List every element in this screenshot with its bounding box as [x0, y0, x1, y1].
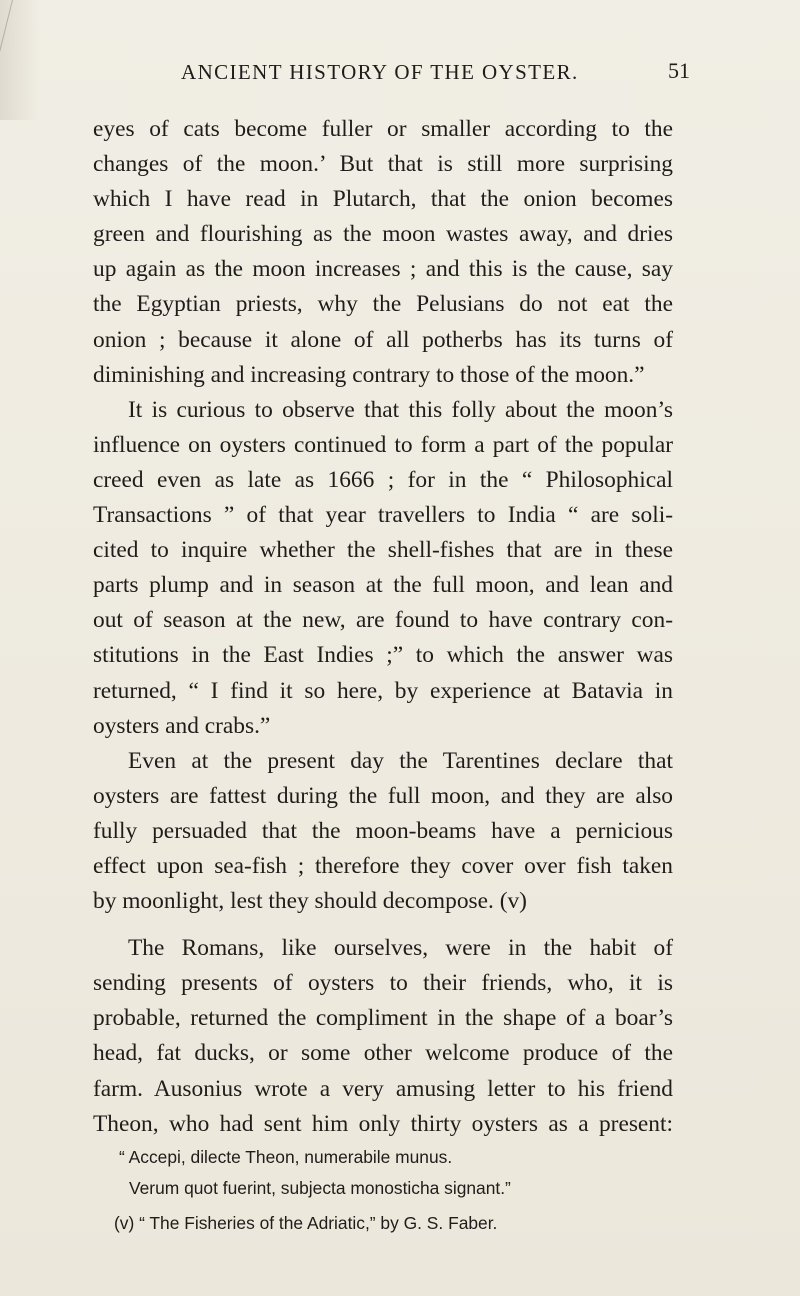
text-line: by moonlight, lest they should decompose. (v)	[93, 888, 527, 915]
verse-line: Verum quot fuerint, subjecta monosticha signant.”	[129, 1177, 511, 1198]
text-line: diminishing and increasing contrary to those of the moon.”	[93, 361, 645, 388]
text-line: oysters and crabs.”	[93, 712, 271, 739]
text-line: Even at the present day the Tarentines declare that	[128, 747, 673, 774]
text-line: changes of the moon.’ But that is still more surprising	[93, 151, 673, 178]
text-line: Theon, who had sent him only thirty oysters as a present:	[93, 1110, 673, 1137]
text-line: up again as the moon increases ; and this is the cause, say	[93, 256, 673, 283]
text-line: creed even as late as 1666 ; for in the “ Philosophical	[93, 466, 673, 493]
text-line: the Egyptian priests, why the Pelusians do not eat the	[93, 291, 673, 318]
text-line: returned, “ I find it so here, by experience at Batavia in	[93, 677, 673, 704]
text-line: sending presents of oysters to their friends, who, it is	[93, 970, 673, 997]
text-line: fully persuaded that the moon-beams have a pernicious	[93, 817, 673, 844]
page-number: 51	[668, 58, 690, 83]
body-text	[93, 112, 673, 1239]
text-line: out of season at the new, are found to have contrary con-	[93, 607, 673, 634]
text-line: cited to inquire whether the shell-fishes that are in these	[93, 537, 673, 564]
text-line: stitutions in the East Indies ;” to which the answer was	[93, 642, 673, 669]
text-line: It is curious to observe that this folly about the moon’s	[128, 396, 673, 423]
text-line: head, fat ducks, or some other welcome produce of the	[93, 1040, 673, 1067]
text-line: effect upon sea-fish ; therefore they cover over fish taken	[93, 852, 673, 879]
text-line: which I have read in Plutarch, that the onion becomes	[93, 186, 673, 213]
text-line: influence on oysters continued to form a part of the popular	[93, 431, 673, 458]
text-line: probable, returned the compliment in the shape of a boar’s	[93, 1005, 673, 1032]
paragraph-gap	[93, 919, 673, 931]
text-line: farm. Ausonius wrote a very amusing letter to his friend	[93, 1075, 673, 1102]
footnote: (v) “ The Fisheries of the Adriatic,” by G. S. Faber.	[114, 1212, 498, 1233]
running-title: ANCIENT HISTORY OF THE OYSTER.	[181, 60, 579, 84]
text-line: The Romans, like ourselves, were in the habit of	[128, 935, 673, 962]
text-line: green and flourishing as the moon wastes away, and dries	[93, 221, 673, 248]
text-line: oysters are fattest during the full moon, and they are also	[93, 782, 673, 809]
text-line: eyes of cats become fuller or smaller according to the	[93, 116, 673, 142]
text-line: parts plump and in season at the full moon, and lean and	[93, 572, 673, 599]
verse-line: “ Accepi, dilecte Theon, numerabile munus.	[119, 1146, 453, 1167]
text-line: onion ; because it alone of all potherbs has its turns of	[93, 326, 673, 353]
text-line: Transactions ” of that year travellers to India “ are soli-	[93, 502, 673, 529]
